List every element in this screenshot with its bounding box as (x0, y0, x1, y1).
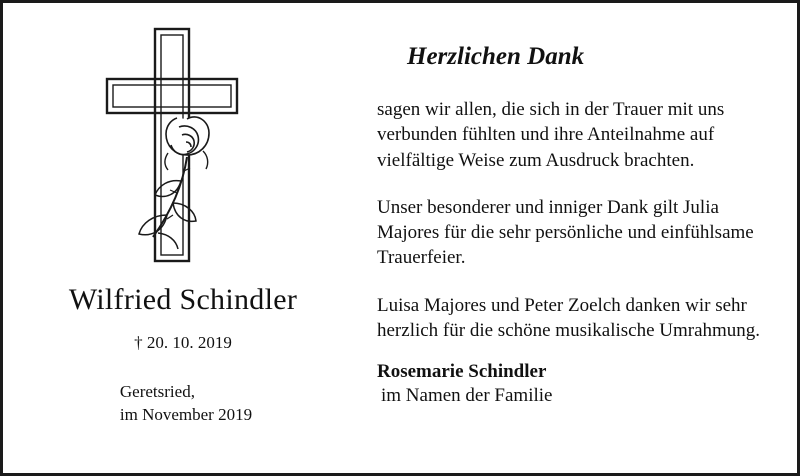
place-and-date-block (114, 381, 252, 427)
signature-block (377, 361, 771, 407)
signature-name: Rosemarie Schindler (377, 361, 547, 383)
place-line: Geretsried, (119, 382, 195, 401)
death-date: † 20. 10. 2019 (134, 333, 232, 352)
left-column (3, 3, 363, 473)
thanks-paragraph-2: Unser besonderer und inniger Dank gilt Julia Majores für die sehr persönliche und einfühlsame Trauerfeier. (377, 196, 754, 269)
signature-subtitle: im Namen der Familie (381, 385, 553, 407)
right-column (363, 3, 797, 473)
date-line: im November 2019 (119, 404, 253, 424)
cross-with-rose-icon (83, 23, 283, 273)
thanks-paragraph-3: Luisa Majores und Peter Zoelch danken wir sehr herzlich für die schöne musikalische Umrahmung. (377, 294, 761, 341)
thanks-heading: Herzlichen Dank (407, 43, 585, 70)
deceased-name: Wilfried Schindler (68, 283, 298, 316)
thanks-paragraph-1: sagen wir allen, die sich in der Trauer mit uns verbunden fühlten und ihre Anteilnahme auf vielfältige Weise zum Ausdruck brachten. (377, 99, 725, 171)
